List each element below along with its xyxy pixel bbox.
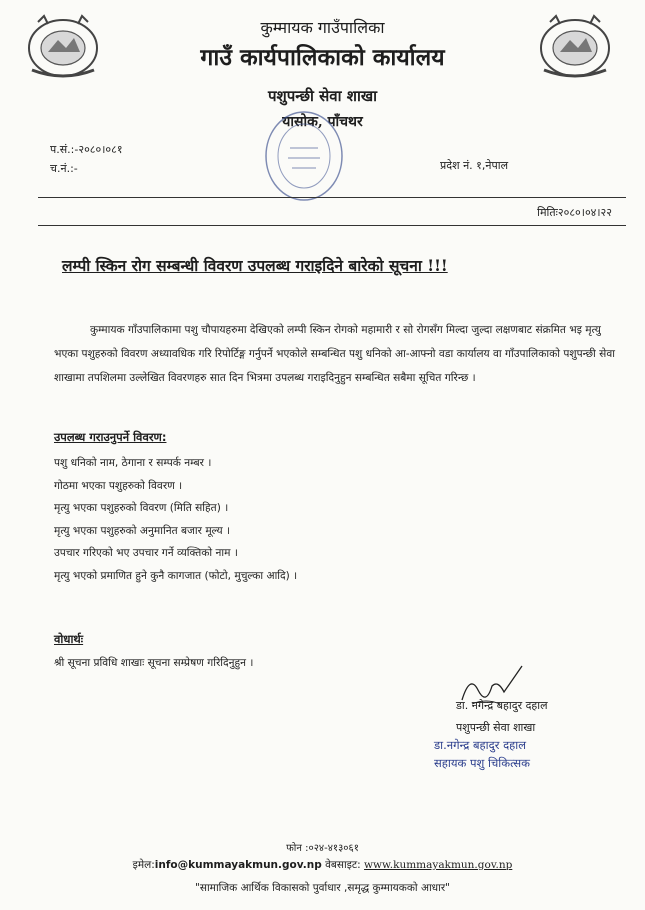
website-label: वेबसाइट:	[325, 859, 361, 871]
section-name: पशुपन्छी सेवा शाखा	[268, 87, 377, 105]
footer-contact	[0, 858, 645, 872]
email-label: इमेल:	[132, 859, 155, 871]
footer-motto: "सामाजिक आर्थिक विकासको पुर्वाधार ,समृद्ध कुम्मायकको आधार"	[195, 882, 450, 894]
notice-title: लम्पी स्किन रोग सम्बन्धी विवरण उपलब्ध गराइदिने बारेको सूचना !!!	[62, 256, 448, 275]
requirements-list	[54, 452, 297, 588]
list-item: उपचार गरिएको भए उपचार गर्ने व्यक्तिको नाम ।	[54, 547, 238, 560]
list-item: पशु धनिको नाम, ठेगाना र सम्पर्क नम्बर ।	[54, 457, 212, 469]
province-label: प्रदेश नं. १,नेपाल	[440, 159, 509, 172]
footer-phone: फोन :०२४-४१३०६१	[286, 843, 359, 854]
cc-item: श्री सूचना प्रविधि शाखाः सूचना सम्प्रेषण गरिदिनुहुन ।	[54, 657, 254, 669]
header-divider	[38, 197, 626, 198]
signatory-name: डा. नगेन्द्र बहादुर दहाल	[456, 699, 548, 712]
website-link[interactable]: www.kummayakmun.gov.np	[364, 859, 513, 871]
list-item: मृत्यु भएको प्रमाणित हुने कुनै कागजात (फोटो, मुचुल्का आदि) ।	[54, 569, 298, 582]
notice-date: मितिः२०८०।०४।२२	[537, 206, 612, 219]
letter-number: प.सं.:-२०८०।०८१	[50, 143, 123, 156]
stamp-name: डा.नगेन्द्र बहादुर दहाल	[434, 738, 527, 752]
email-link[interactable]: info@kummayakmun.gov.np	[154, 859, 322, 871]
office-location: यासोक, पाँचथर	[282, 114, 363, 130]
list-item: गोठमा भएका पशुहरुको विवरण ।	[54, 479, 183, 492]
municipality-name: कुम्मायक गाउँपालिका	[260, 18, 385, 37]
list-item: मृत्यु भएका पशुहरुको अनुमानित बजार मूल्य ।	[54, 524, 231, 537]
notice-body: कुम्मायक गाँउपालिकामा पशु चौपायहरुमा देखिएको लम्पी स्किन रोगको महामारी र सो रोगसँग मिल्दा जुल्दा लक्षणबाट संक्रमित भइ मृत्यु भएका पशुहरुको विवरण अध्यावधिक गरि रिपोर्टिङ्ग गर्नुपर्ने भएकोले सम्बन्धित पशु धनिको आ-आफ्नो वडा कार्यालय वा गाँउपालिकाको पशुपन्छी सेवा शाखामा तपशिलमा उल्लेखित विवरणहरु सात दिन भित्रमा उपलब्ध गराइदिनुहुन सम्बन्धित सबैमा सूचित गरिन्छ ।	[54, 324, 615, 384]
list-item: मृत्यु भएका पशुहरुको विवरण (मिति सहित) ।	[54, 502, 229, 515]
signatory-branch: पशुपन्छी सेवा शाखा	[456, 721, 536, 734]
dispatch-number: च.नं.:-	[50, 162, 78, 175]
requirements-heading: उपलब्ध गराउनुपर्ने विवरण:	[54, 430, 167, 444]
office-stamp-icon	[262, 108, 346, 204]
date-divider	[38, 225, 626, 226]
stamp-role: सहायक पशु चिकित्सक	[434, 756, 531, 770]
office-name: गाउँ कार्यपालिकाको कार्यालय	[200, 44, 445, 71]
cc-heading: वोधार्थः	[54, 632, 84, 646]
